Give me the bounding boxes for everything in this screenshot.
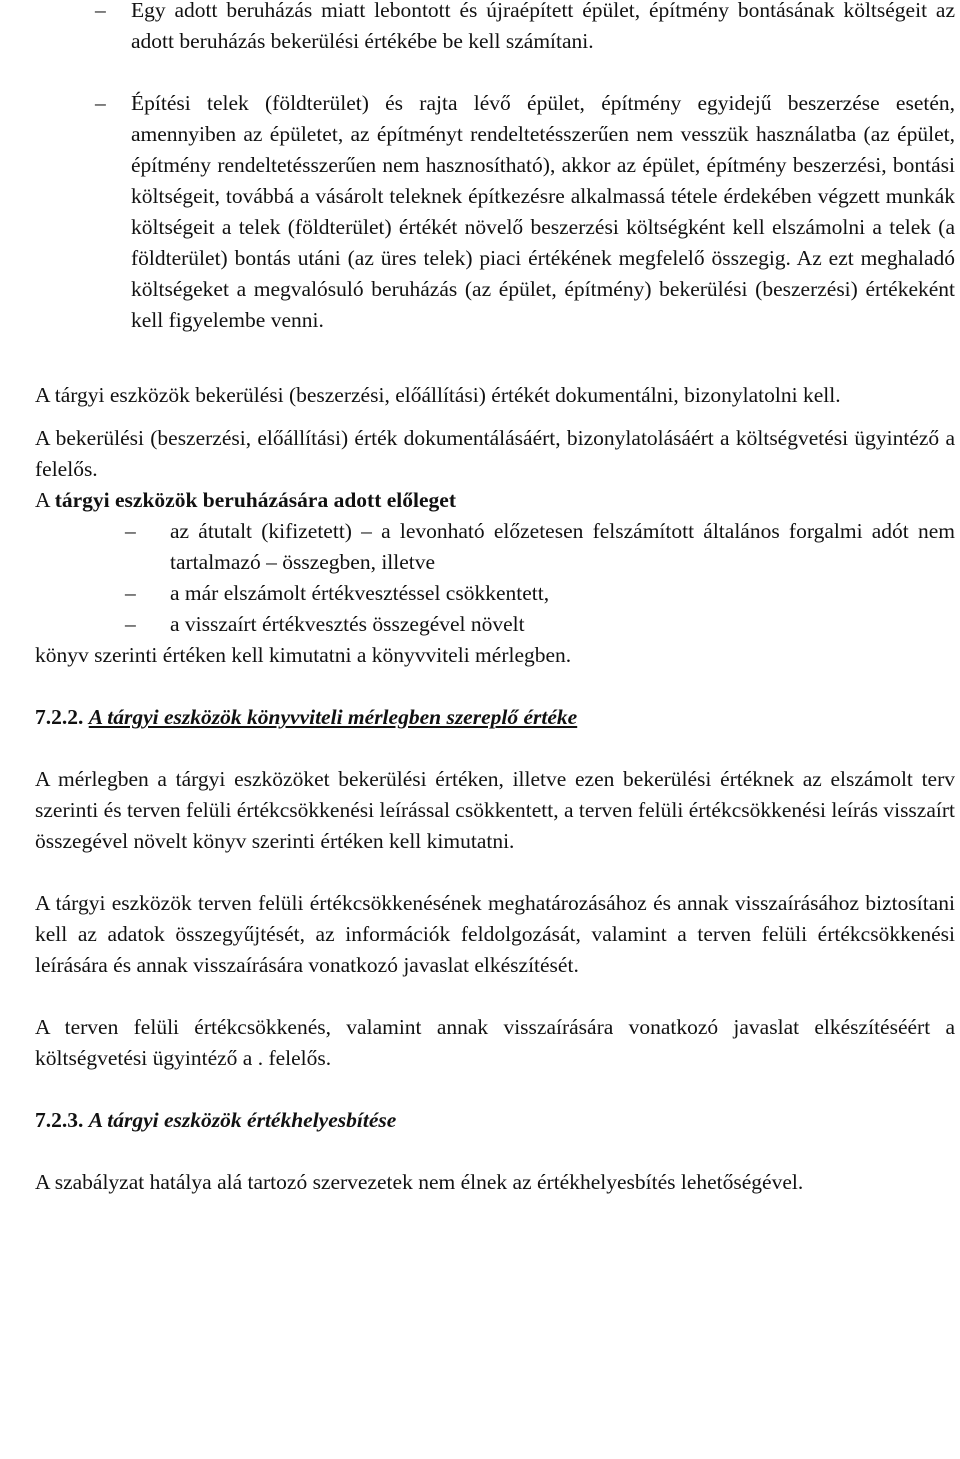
dash-marker: – (125, 519, 136, 543)
paragraph-impairment-responsible: A terven felüli értékcsökkenés, valamint annak visszaírására vonatkozó javaslat elkészítéséért a költségvetési ügyintéző a . felelős. (35, 1015, 955, 1070)
paragraph-documentation: A tárgyi eszközök bekerülési (beszerzési, előállítási) értékét dokumentálni, bizonylatolni kell. (35, 383, 841, 407)
section-number: 7.2.2. (35, 705, 84, 729)
advance-item (35, 516, 955, 578)
advance-item (35, 578, 955, 609)
paragraph-balance-value: A mérlegben a tárgyi eszközöket bekerülési értéken, illetve ezen bekerülési értéknek az elszámolt terv szerinti és terven felüli értékcsökkenési leírással csökkentett, a terven felüli értékcsökkenési leírás visszaírt összegével növelt könyv szerinti értéken kell kimutatni. (35, 767, 955, 853)
paragraph-responsible: A bekerülési (beszerzési, előállítási) érték dokumentálásáért, bizonylatolásáért a költségvetési ügyintéző a felelős. (35, 426, 955, 481)
document-page (35, 0, 955, 1198)
advance-item (35, 609, 955, 640)
dash-marker: – (95, 0, 106, 22)
bullet-text: Építési telek (földterület) és rajta lévő épület, építmény egyidejű beszerzése esetén, amennyiben az épületet, az építményt rendeltetésszerűen nem vesszük használatba (az épület, építmény rendeltetésszerűen nem hasznosítható), akkor az épület, építmény beszerzési, bontási költségeit, továbbá a vásárolt teleknek építkezésre alkalmassá tétele érdekében végzett munkák költségeit a telek (földterület) értékét növelő beszerzési költségként kell elszámolni a telek (a földterület) bontás utáni (az üres telek) piaci értékének megfelelő összegig. Az ezt meghaladó költségeket a megvalósuló beruházás (az épület, építmény) bekerülési (beszerzési) értékeként kell figyelembe venni. (131, 91, 955, 332)
paragraph-revaluation: A szabályzat hatálya alá tartozó szervezetek nem élnek az értékhelyesbítés lehetőségével. (35, 1170, 804, 1194)
dash-marker: – (125, 612, 136, 636)
bullet-demolition-costs (35, 0, 955, 57)
dash-marker: – (125, 581, 136, 605)
dash-marker: – (95, 91, 106, 115)
paragraph-impairment: A tárgyi eszközök terven felüli értékcsökkenésének meghatározásához és annak visszaírásához biztosítani kell az adatok összegyűjtését, az információk feldolgozását, valamint a terven felüli értékcsökkenési leírására és annak visszaírására vonatkozó javaslat elkészítését. (35, 891, 955, 977)
advance-lead-bold: tárgyi eszközök beruházására adott előleget (54, 488, 456, 512)
advance-lead-plain: A (35, 488, 55, 512)
bullet-building-plot (35, 88, 955, 336)
advance-closing: könyv szerinti értéken kell kimutatni a könyvviteli mérlegben. (35, 643, 572, 667)
bullet-text: Egy adott beruházás miatt lebontott és újraépített épület, építmény bontásának költségeit az adott beruházás bekerülési értékébe be kell számítani. (131, 0, 955, 53)
section-number: 7.2.3. (35, 1108, 84, 1132)
section-title: A tárgyi eszközök értékhelyesbítése (88, 1108, 397, 1132)
advance-item-text: a már elszámolt értékvesztéssel csökkentett, (170, 581, 550, 605)
section-heading-722 (35, 702, 955, 733)
advance-item-text: az átutalt (kifizetett) – a levonható előzetesen felszámított általános forgalmi adót nem tartalmazó – összegben, illetve (170, 519, 955, 574)
section-title: A tárgyi eszközök könyvviteli mérlegben szereplő értéke (88, 705, 578, 729)
advance-item-text: a visszaírt értékvesztés összegével növelt (170, 612, 525, 636)
paragraph-advance-lead (35, 485, 955, 516)
section-heading-723 (35, 1105, 955, 1136)
